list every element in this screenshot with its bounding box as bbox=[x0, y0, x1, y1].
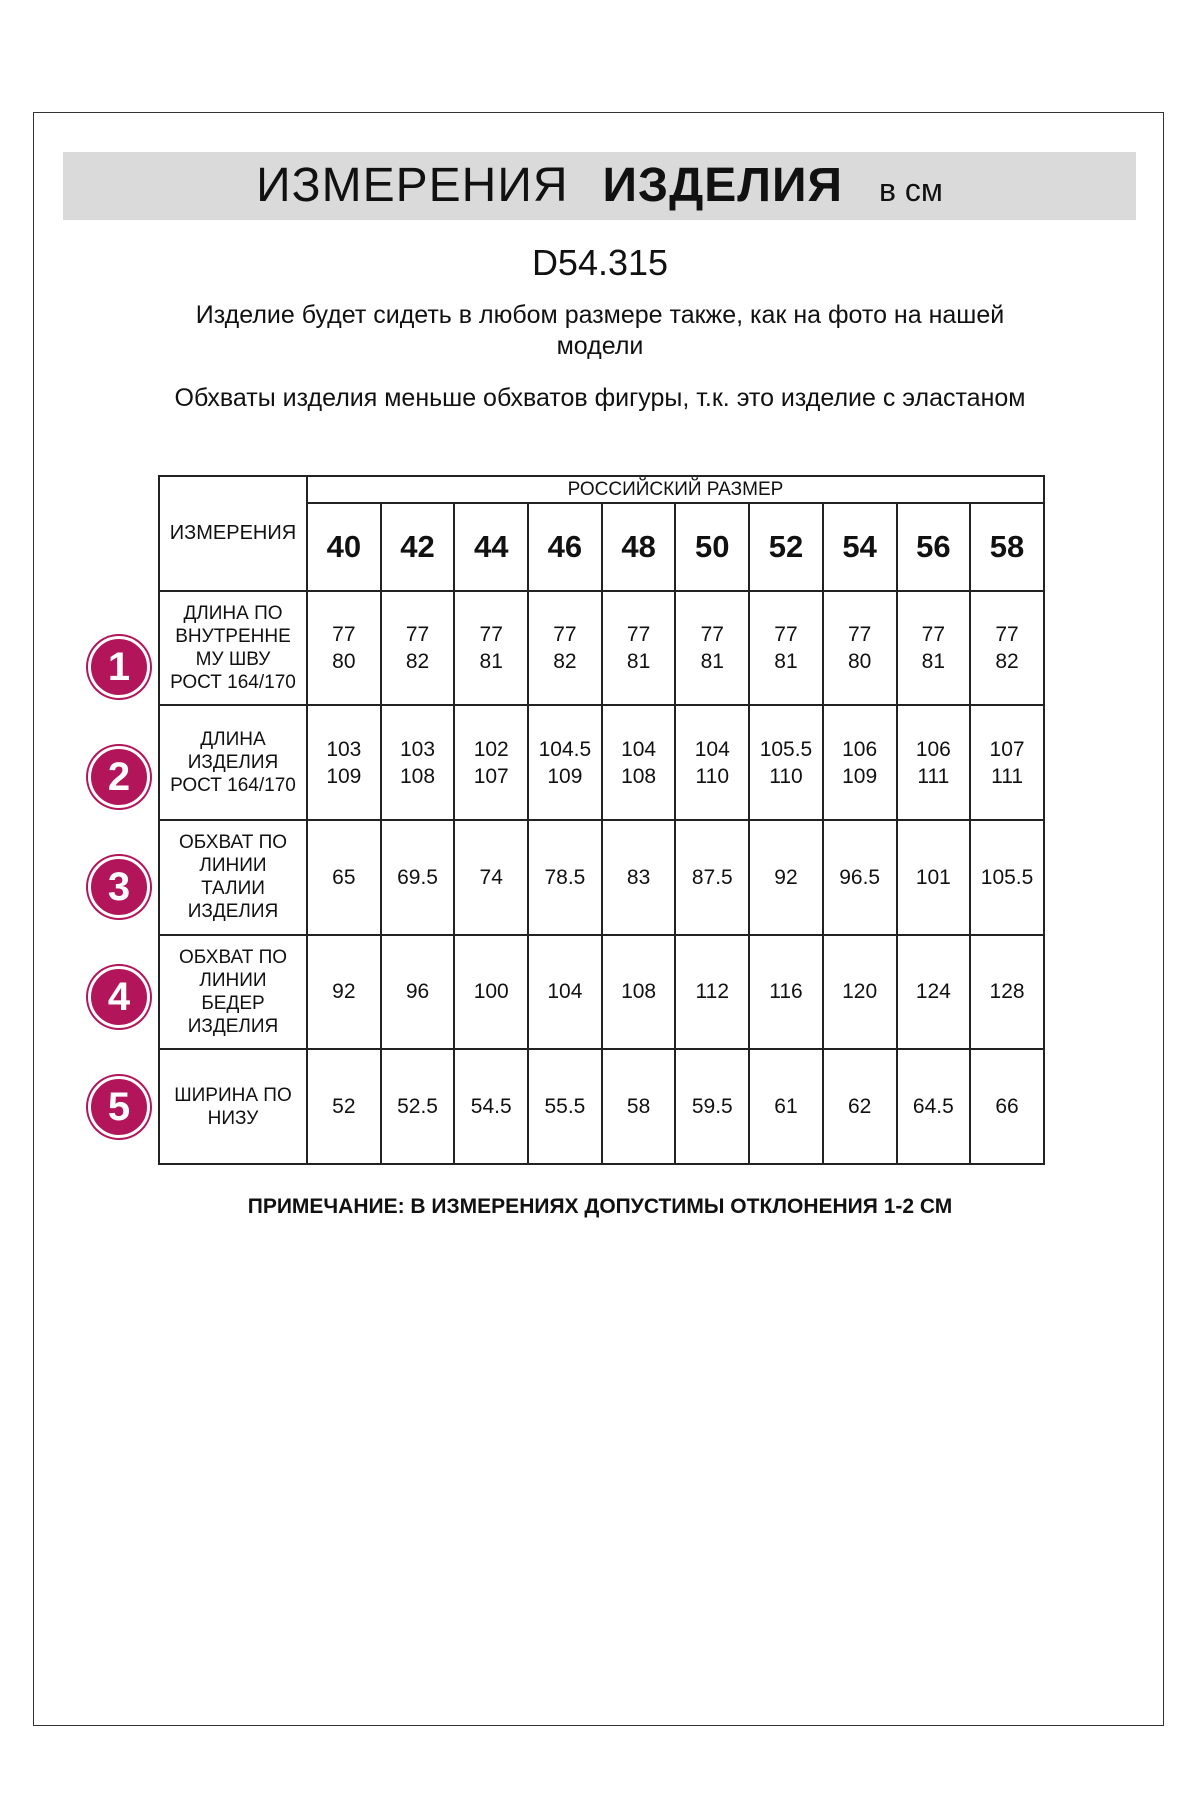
value-line: 77 bbox=[847, 622, 872, 646]
value-line: 61 bbox=[774, 1095, 798, 1119]
size-group-header: РОССИЙСКИЙ РАЗМЕР bbox=[307, 476, 1044, 503]
value-line: 77 bbox=[995, 622, 1019, 646]
value-line: 81 bbox=[921, 649, 946, 673]
row-label-line: МУ ШВУ bbox=[195, 648, 271, 670]
value-line: 87.5 bbox=[691, 865, 733, 889]
value-cell bbox=[897, 1049, 971, 1164]
value-line: 82 bbox=[995, 649, 1019, 673]
value-line: 106 bbox=[842, 737, 878, 761]
value-line: 103 bbox=[400, 737, 436, 761]
value-line: 77 bbox=[774, 622, 798, 646]
value-line: 111 bbox=[917, 764, 950, 788]
value-cell bbox=[749, 820, 823, 935]
value-cell bbox=[307, 705, 381, 820]
value-cell bbox=[528, 1049, 602, 1164]
row-label-line: ВНУТРЕННЕ bbox=[175, 625, 291, 647]
value-cell bbox=[454, 935, 528, 1050]
value-line: 77 bbox=[553, 622, 577, 646]
row-label-line: РОСТ 164/170 bbox=[170, 671, 296, 693]
size-header-cell: 58 bbox=[970, 503, 1044, 591]
title-bold: ИЗДЕЛИЯ bbox=[602, 159, 843, 212]
row-label-line: ИЗДЕЛИЯ bbox=[187, 901, 279, 923]
value-line: 52 bbox=[332, 1095, 356, 1119]
value-line: 108 bbox=[621, 980, 657, 1004]
value-cell bbox=[970, 591, 1044, 706]
value-line: 109 bbox=[547, 764, 583, 788]
value-line: 81 bbox=[479, 649, 503, 673]
measurements-header: ИЗМЕРЕНИЯ bbox=[159, 476, 307, 591]
value-line: 100 bbox=[473, 980, 509, 1004]
value-line: 104 bbox=[621, 737, 657, 761]
value-cell bbox=[823, 591, 897, 706]
value-line: 128 bbox=[989, 980, 1025, 1004]
value-cell bbox=[749, 935, 823, 1050]
value-cell bbox=[528, 935, 602, 1050]
title-unit: в см bbox=[878, 172, 943, 208]
value-line: 74 bbox=[479, 865, 503, 889]
value-cell bbox=[675, 1049, 749, 1164]
value-line: 77 bbox=[405, 622, 430, 646]
row-label-line: ДЛИНА bbox=[200, 729, 266, 751]
value-cell bbox=[381, 1049, 455, 1164]
value-line: 104 bbox=[694, 737, 730, 761]
row-label bbox=[159, 935, 307, 1050]
value-cell bbox=[749, 1049, 823, 1164]
value-cell bbox=[454, 820, 528, 935]
row-number-badge: 1 bbox=[88, 636, 150, 698]
value-line: 83 bbox=[626, 865, 651, 889]
value-cell bbox=[602, 1049, 676, 1164]
value-cell bbox=[381, 935, 455, 1050]
row-label-line: ИЗДЕЛИЯ bbox=[187, 1015, 279, 1037]
value-line: 96.5 bbox=[839, 865, 881, 889]
product-code: D54.315 bbox=[531, 242, 669, 283]
row-label-line: ШИРИНА ПО bbox=[174, 1084, 292, 1106]
value-cell bbox=[823, 820, 897, 935]
row-label bbox=[159, 1049, 307, 1164]
value-cell bbox=[307, 1049, 381, 1164]
value-cell bbox=[307, 591, 381, 706]
row-label bbox=[159, 705, 307, 820]
value-line: 77 bbox=[332, 622, 356, 646]
value-cell bbox=[528, 820, 602, 935]
value-line: 69.5 bbox=[397, 865, 438, 889]
row-label-line: НИЗУ bbox=[207, 1107, 259, 1129]
row-label bbox=[159, 820, 307, 935]
row-number-badge: 5 bbox=[88, 1076, 150, 1138]
size-header-cell: 42 bbox=[381, 503, 455, 591]
value-line: 80 bbox=[332, 649, 356, 673]
value-line: 124 bbox=[915, 980, 951, 1004]
value-line: 81 bbox=[626, 649, 651, 673]
table-row bbox=[159, 1049, 1044, 1164]
row-number-badge: 3 bbox=[88, 856, 150, 918]
value-cell bbox=[675, 935, 749, 1050]
table-row bbox=[159, 935, 1044, 1050]
value-line: 107 bbox=[473, 764, 509, 788]
value-line: 92 bbox=[332, 980, 356, 1004]
value-line: 107 bbox=[989, 737, 1025, 761]
row-label-line: РОСТ 164/170 bbox=[170, 775, 296, 797]
value-cell bbox=[970, 820, 1044, 935]
value-line: 112 bbox=[695, 980, 730, 1004]
value-line: 109 bbox=[842, 764, 878, 788]
value-line: 82 bbox=[405, 649, 430, 673]
value-line: 105.5 bbox=[980, 865, 1034, 889]
size-header-cell: 46 bbox=[528, 503, 602, 591]
title-regular: ИЗМЕРЕНИЯ bbox=[256, 159, 569, 212]
value-line: 65 bbox=[332, 865, 356, 889]
row-label bbox=[159, 591, 307, 706]
fit-note: Изделие будет сидеть в любом размере также, как на фото на нашей модели bbox=[195, 301, 1005, 360]
value-line: 81 bbox=[774, 649, 798, 673]
size-header-cell: 40 bbox=[307, 503, 381, 591]
row-label-line: ЛИНИИ bbox=[199, 969, 267, 991]
value-line: 59.5 bbox=[691, 1095, 733, 1119]
value-cell bbox=[602, 935, 676, 1050]
row-label-line: БЕДЕР bbox=[201, 992, 265, 1014]
value-line: 104.5 bbox=[538, 737, 592, 761]
value-cell bbox=[454, 705, 528, 820]
row-label-line: ТАЛИИ bbox=[201, 878, 265, 900]
elastane-note: Обхваты изделия меньше обхватов фигуры, т.к. это изделие с эластаном bbox=[174, 384, 1026, 412]
value-cell bbox=[970, 705, 1044, 820]
value-cell bbox=[749, 591, 823, 706]
value-line: 80 bbox=[847, 649, 872, 673]
value-cell bbox=[675, 591, 749, 706]
size-header-cell: 56 bbox=[897, 503, 971, 591]
value-line: 102 bbox=[473, 737, 509, 761]
value-line: 66 bbox=[995, 1095, 1019, 1119]
row-label-line: ЛИНИИ bbox=[199, 855, 267, 877]
row-label-line: ОБХВАТ ПО bbox=[178, 832, 288, 854]
value-line: 116 bbox=[769, 980, 803, 1004]
tolerance-footnote: ПРИМЕЧАНИЕ: В ИЗМЕРЕНИЯХ ДОПУСТИМЫ ОТКЛОНЕНИЯ 1-2 СМ bbox=[247, 1195, 953, 1218]
value-cell bbox=[970, 1049, 1044, 1164]
value-cell bbox=[602, 820, 676, 935]
value-line: 77 bbox=[626, 622, 651, 646]
value-line: 101 bbox=[915, 865, 951, 889]
value-line: 52.5 bbox=[397, 1095, 438, 1119]
value-line: 103 bbox=[326, 737, 362, 761]
value-line: 111 bbox=[991, 764, 1023, 788]
value-cell bbox=[823, 1049, 897, 1164]
value-cell bbox=[897, 820, 971, 935]
title-banner bbox=[63, 152, 1136, 220]
value-cell bbox=[897, 705, 971, 820]
value-line: 106 bbox=[915, 737, 951, 761]
value-line: 110 bbox=[695, 764, 730, 788]
value-cell bbox=[307, 820, 381, 935]
value-line: 105.5 bbox=[759, 737, 813, 761]
value-cell bbox=[528, 591, 602, 706]
value-line: 104 bbox=[547, 980, 583, 1004]
value-cell bbox=[823, 935, 897, 1050]
row-number-badge: 2 bbox=[88, 746, 150, 808]
value-line: 110 bbox=[769, 764, 803, 788]
size-header-cell: 50 bbox=[675, 503, 749, 591]
value-line: 77 bbox=[921, 622, 946, 646]
value-line: 58 bbox=[626, 1095, 651, 1119]
value-line: 62 bbox=[847, 1095, 872, 1119]
value-cell bbox=[970, 935, 1044, 1050]
size-header-cell: 52 bbox=[749, 503, 823, 591]
value-cell bbox=[675, 705, 749, 820]
value-line: 120 bbox=[842, 980, 878, 1004]
value-cell bbox=[897, 935, 971, 1050]
value-cell bbox=[602, 591, 676, 706]
value-cell bbox=[454, 591, 528, 706]
value-cell bbox=[381, 820, 455, 935]
table-row bbox=[159, 591, 1044, 706]
table-row bbox=[159, 705, 1044, 820]
value-line: 77 bbox=[479, 622, 503, 646]
table-row bbox=[159, 820, 1044, 935]
row-label-line: ИЗДЕЛИЯ bbox=[187, 752, 279, 774]
value-line: 96 bbox=[405, 980, 430, 1004]
size-table bbox=[158, 475, 1045, 1165]
value-cell bbox=[897, 591, 971, 706]
row-label-line: ОБХВАТ ПО bbox=[178, 946, 288, 968]
value-line: 92 bbox=[774, 865, 798, 889]
value-line: 108 bbox=[400, 764, 436, 788]
row-number-badge: 4 bbox=[88, 966, 150, 1028]
value-cell bbox=[823, 705, 897, 820]
value-line: 55.5 bbox=[544, 1095, 586, 1119]
size-header-cell: 48 bbox=[602, 503, 676, 591]
value-cell bbox=[675, 820, 749, 935]
value-line: 77 bbox=[700, 622, 724, 646]
value-cell bbox=[381, 591, 455, 706]
value-line: 64.5 bbox=[912, 1095, 954, 1119]
value-line: 108 bbox=[621, 764, 657, 788]
value-line: 54.5 bbox=[470, 1095, 512, 1119]
value-cell bbox=[602, 705, 676, 820]
value-cell bbox=[528, 705, 602, 820]
size-header-cell: 54 bbox=[823, 503, 897, 591]
size-header-cell: 44 bbox=[454, 503, 528, 591]
row-label-line: ДЛИНА ПО bbox=[183, 602, 283, 624]
value-line: 82 bbox=[553, 649, 577, 673]
value-line: 78.5 bbox=[544, 865, 586, 889]
value-cell bbox=[749, 705, 823, 820]
value-line: 109 bbox=[326, 764, 362, 788]
value-cell bbox=[381, 705, 455, 820]
value-line: 81 bbox=[700, 649, 724, 673]
value-cell bbox=[307, 935, 381, 1050]
value-cell bbox=[454, 1049, 528, 1164]
